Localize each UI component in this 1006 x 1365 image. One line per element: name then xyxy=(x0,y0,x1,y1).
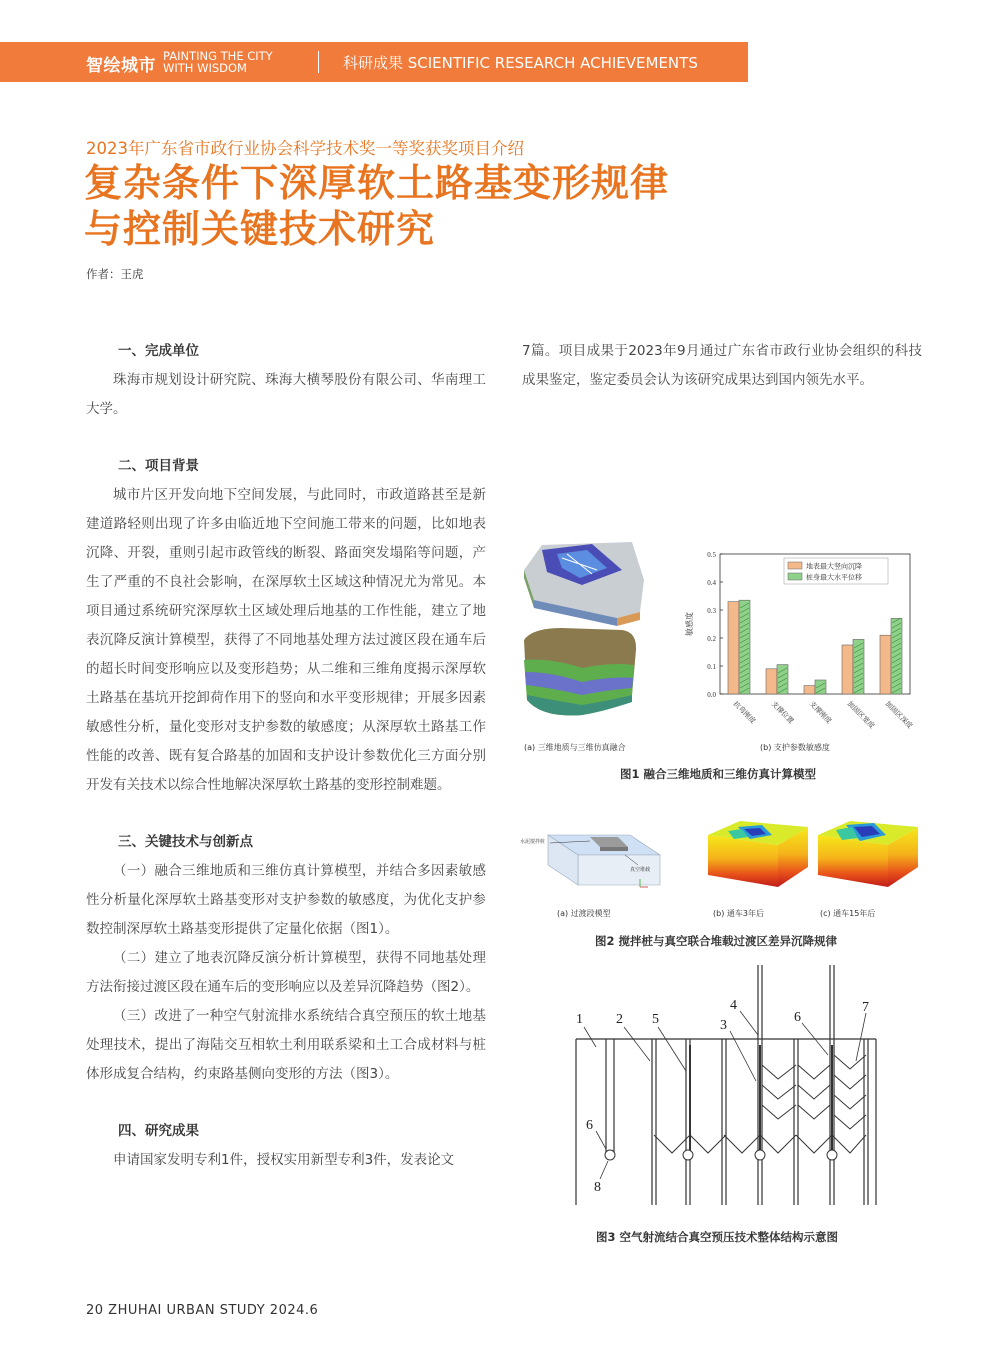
author: 作者：王虎 xyxy=(86,267,144,281)
y-tick-label: 0.1 xyxy=(707,663,716,671)
bar-1-1 xyxy=(728,602,739,694)
legend-swatch-1 xyxy=(788,562,802,569)
fig3-label-6a: 6 xyxy=(794,1010,801,1025)
fig2-caption: 图2 搅拌桩与真空联合堆载过渡区差异沉降规律 xyxy=(595,934,838,948)
bar-1-2 xyxy=(766,669,777,694)
section-3-para-2: （二）建立了地表沉降反演分析计算模型，获得不同地基处理方法衔接过渡区段在通车后的变形响应以及差异沉降趋势（图2）。 xyxy=(86,950,486,995)
fig3-label-7: 7 xyxy=(862,1000,869,1015)
bar-2-2 xyxy=(777,665,788,694)
fig1a-3d-model xyxy=(522,540,657,730)
fig2a-label-2: 真空堆载 xyxy=(630,867,651,873)
bar-2-3 xyxy=(815,680,826,694)
y-axis-label: 敏感度 xyxy=(685,612,694,636)
bar-1-4 xyxy=(842,645,853,694)
fig2a-transition-model xyxy=(520,825,670,905)
fig1a-caption: (a) 三维地质与三维仿真融合 xyxy=(524,743,626,752)
legend-label-2: 桩身最大水平位移 xyxy=(806,573,862,582)
fig1b-caption: (b) 支护参数敏感度 xyxy=(760,743,830,752)
fig2b-settlement-3yr xyxy=(700,815,812,897)
fig3-label-5: 5 xyxy=(652,1012,659,1027)
bar-1-5 xyxy=(880,635,891,694)
left-column xyxy=(86,337,486,1175)
article-title xyxy=(84,160,669,252)
brand-slogan: PAINTING THE CITY WITH WISDOM xyxy=(163,49,273,75)
y-tick-label: 0.3 xyxy=(707,607,716,615)
right-column xyxy=(522,337,922,395)
section-3-heading: 三、关键技术与创新点 xyxy=(118,834,253,850)
x-tick-label: 加固区深度 xyxy=(883,699,914,731)
bar-2-1 xyxy=(739,600,750,694)
page-footer: 20 ZHUHAI URBAN STUDY 2024.6 xyxy=(86,1303,319,1318)
brand-name: 智绘城市 xyxy=(86,56,156,76)
fig3-label-6b: 6 xyxy=(586,1118,593,1133)
fig2b-caption: (b) 通车3年后 xyxy=(713,909,764,918)
legend-label-1: 地表最大竖向沉降 xyxy=(806,562,862,571)
x-tick-label: 支撑位置 xyxy=(769,699,796,726)
fig2a-label-1: 水泥搅拌桩 xyxy=(520,839,546,845)
section-4-text: 申请国家发明专利1件，授权实用新型专利3件，发表论文 xyxy=(113,1152,455,1168)
y-tick-label: 0.0 xyxy=(707,691,716,699)
y-tick-label: 0.4 xyxy=(707,579,716,587)
section-2-heading: 二、项目背景 xyxy=(118,458,199,474)
fig2c-caption: (c) 通车15年后 xyxy=(820,909,876,918)
x-tick-label: 支撑刚度 xyxy=(807,699,834,726)
section-1-heading: 一、完成单位 xyxy=(118,343,199,359)
section-2-text: 城市片区开发向地下空间发展，与此同时，市政道路甚至是新建道路轻则出现了许多由临近地下空间施工带来的问题，比如地表沉降、开裂，重则引起市政管线的断裂、路面突发塌陷等问题，产生了严重的不良社会影响，在深厚软土区域这种情况尤为常见。本项目通过系统研究深厚软土区域处理后地基的工作性能，建立了地表沉降反演计算模型，获得了不同地基处理方法过渡区段在通车后的超长时间变形响应以及变形趋势；从二维和三维角度揭示深厚软土路基在基坑开挖卸荷作用下的竖向和水平变形规律；开展多因素敏感性分析，量化变形对支护参数的敏感度；从深厚软土路基工作性能的改善、既有复合路基的加固和支护设计参数优化三方面分别开发有关技术以综合性地解决深厚软土路基的变形控制难题。 xyxy=(86,487,486,793)
section-3-para-3: （三）改进了一种空气射流排水系统结合真空预压的软土地基处理技术，提出了海陆交互相软土利用联系梁和土工合成材料与桩体形成复合结构，约束路基侧向变形的方法（图3）。 xyxy=(86,1008,486,1082)
legend-swatch-2 xyxy=(788,573,802,580)
fig3-caption: 图3 空气射流结合真空预压技术整体结构示意图 xyxy=(596,1230,839,1244)
y-tick-label: 0.2 xyxy=(707,635,716,643)
fig3-label-2: 2 xyxy=(616,1012,623,1027)
section-label: 科研成果 SCIENTIFIC RESEARCH ACHIEVEMENTS xyxy=(343,54,698,72)
section-3-para-1: （一）融合三维地质和三维仿真计算模型，并结合多因素敏感性分析量化深厚软土路基变形对支护参数的敏感度，为优化支护参数控制深厚软土路基变形提供了定量化依据（图1）。 xyxy=(86,863,486,937)
x-tick-label: 加固区宽度 xyxy=(845,699,876,731)
title-line-2: 与控制关键技术研究 xyxy=(84,207,436,251)
bar-1-3 xyxy=(804,686,815,694)
fig2a-caption: (a) 过渡段模型 xyxy=(557,909,611,918)
section-4-heading: 四、研究成果 xyxy=(118,1123,199,1139)
fig1b-bar-chart xyxy=(680,540,920,740)
fig3-label-1: 1 xyxy=(576,1012,583,1027)
fig2c-settlement-15yr xyxy=(810,815,922,897)
fig3-label-4: 4 xyxy=(730,998,737,1013)
section-4-continued: 7篇。项目成果于2023年9月通过广东省市政行业协会组织的科技成果鉴定，鉴定委员会认为该研究成果达到国内领先水平。 xyxy=(522,343,922,388)
fig3-label-8: 8 xyxy=(594,1180,601,1195)
fig3-structure-diagram xyxy=(566,965,886,1215)
fig3-label-3: 3 xyxy=(720,1018,727,1033)
title-line-1: 复杂条件下深厚软土路基变形规律 xyxy=(84,161,670,205)
x-tick-label: 抗弯刚度 xyxy=(731,699,758,726)
article-subtitle: 2023年广东省市政行业协会科学技术奖一等奖获奖项目介绍 xyxy=(86,139,524,158)
y-tick-label: 0.5 xyxy=(707,551,716,559)
section-1-text: 珠海市规划设计研究院、珠海大横琴股份有限公司、华南理工大学。 xyxy=(86,372,486,417)
fig1-caption: 图1 融合三维地质和三维仿真计算模型 xyxy=(620,767,817,781)
header-divider xyxy=(318,51,319,73)
